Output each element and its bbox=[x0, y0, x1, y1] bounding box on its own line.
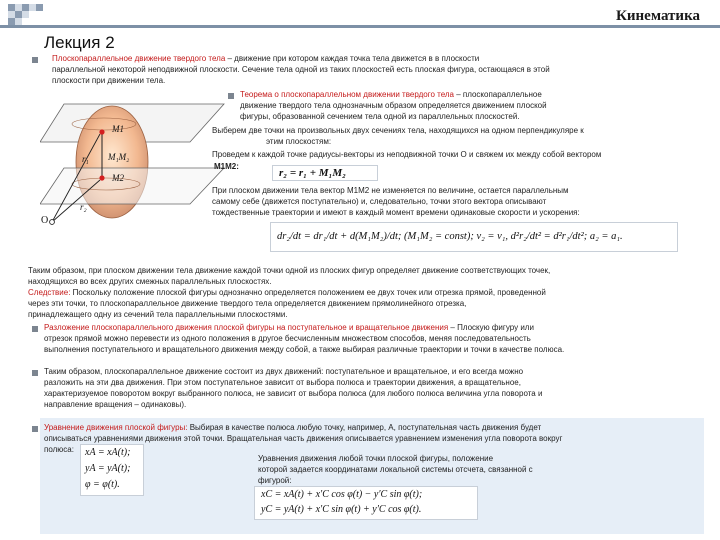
block4-line1: Таким образом, плоскопараллельное движение состоит из двух движений: поступательное и вращательное, и его всегда можно bbox=[44, 367, 524, 376]
block4-line3: характеризуемое поворотом вокруг выбранного полюса, не зависит от выбора полюса (для любого полюса величина угла поворота и bbox=[44, 389, 543, 398]
header-square bbox=[36, 4, 43, 11]
header-square bbox=[8, 4, 15, 11]
block4-line4: направление вращения – одинаковы). bbox=[44, 400, 187, 409]
header-square bbox=[15, 18, 22, 25]
theorem-p3: тождественные траектории и имеют в каждый момент времени одинаковые скорости и ускорения: bbox=[212, 208, 580, 217]
derivative-formula: dr₂/dt = dr₁/dt + d(M₁M₂)/dt; (M₁M₂ = const); v₂ = v₁, d²r₂/dt² = d²r₁/dt²; a₂ = a₁. bbox=[270, 222, 678, 252]
block5-right3: фигурой: bbox=[258, 476, 292, 485]
label-m1: M1 bbox=[112, 124, 124, 134]
header-square bbox=[15, 11, 22, 18]
kinematics-figure bbox=[40, 92, 230, 232]
block3-line3: выполнения поступательного и вращательного движения между собой, а также выбирая различные траектории и точки в качестве полюса. bbox=[44, 345, 565, 354]
theorem-line5: этим плоскостям: bbox=[266, 137, 332, 146]
theorem-line1: Теорема о плоскопараллельном движении твердого тела – плоскопараллельное bbox=[240, 90, 542, 99]
theorem-line6: Проведем к каждой точке радиусы-векторы из неподвижной точки O и свяжем их между собой вектором bbox=[212, 150, 602, 159]
title-divider bbox=[0, 25, 720, 28]
block3-line2: отрезок прямой можно перевести из одного положения в другое бесчисленным множеством способов, меняя последовательность bbox=[44, 334, 531, 343]
block5-line2: описываться уравнениями движения этой точки. Вращательная часть движения описывается уравнением изменения угла поворота вокруг bbox=[44, 434, 563, 443]
header-square bbox=[8, 11, 15, 18]
term-equation: Уравнение движения плоской фигуры: bbox=[44, 423, 188, 432]
point-o bbox=[50, 220, 55, 225]
theorem-line4: Выберем две точки на произвольных двух сечениях тела, находящихся на одном перпендикуляре к bbox=[212, 126, 584, 135]
theorem-p1: При плоском движении тела вектор M1M2 не изменяется по величине, остается параллельным bbox=[212, 186, 569, 195]
lower-plane bbox=[40, 168, 224, 204]
bullet-icon bbox=[228, 93, 234, 99]
header-square bbox=[15, 4, 22, 11]
block1-line1: Плоскопараллельное движение твердого тела – движение при котором каждая точка тела движется в в плоскости bbox=[52, 54, 480, 63]
block2-line2: находящихся во всех других смежных параллельных плоскостях. bbox=[28, 277, 272, 286]
block5-right2: которой задается координатами локальной системы отсчета, связанной с bbox=[258, 465, 533, 474]
term-planeparallel: Плоскопараллельное движение твердого тела bbox=[52, 54, 226, 63]
label-r2: r₂ bbox=[80, 202, 87, 212]
theorem-title: Теорема о плоскопараллельном движении твердого тела bbox=[240, 90, 454, 99]
theorem-p2: самому себе (движется поступательно) и, следовательно, точки этого вектора описывают bbox=[212, 197, 547, 206]
formula-r2: r₂ = r₁ + M₁M₂ bbox=[272, 165, 378, 181]
block5-right1: Уравнения движения любой точки плоской фигуры, положение bbox=[258, 454, 494, 463]
lecture-title: Лекция 2 bbox=[44, 33, 115, 52]
block2-line1: Таким образом, при плоском движении тела движение каждой точки одной из плоских фигур определяет движение соответствующих точек, bbox=[28, 266, 551, 275]
point-m1 bbox=[99, 129, 104, 134]
bullet-icon bbox=[32, 57, 38, 63]
block5-line1: Уравнение движения плоской фигуры: Выбирая в качестве полюса любую точку, например, A, поступательная часть движения будет bbox=[44, 423, 542, 432]
block3-line1: Разложение плоскопараллельного движения плоской фигуры на поступательное и вращательное движения – Плоскую фигуру или bbox=[44, 323, 534, 332]
header-square bbox=[29, 4, 36, 11]
header-square bbox=[8, 18, 15, 25]
theorem-line3: фигуры, образованной сечением тела одной из параллельных плоскостей. bbox=[240, 112, 520, 121]
block1-line2: параллельной некоторой неподвижной плоскости. Сечение тела одной из таких плоскостей есть плоская фигура, остающаяся в этой bbox=[52, 65, 550, 74]
subject-title: Кинематика bbox=[616, 8, 700, 24]
label-m1m2: M₁M₂ bbox=[108, 152, 130, 162]
bullet-icon bbox=[32, 370, 38, 376]
term-decomposition: Разложение плоскопараллельного движения плоской фигуры на поступательное и вращательное движения bbox=[44, 323, 449, 332]
pole-equations: xA = xA(t); yA = yA(t); φ = φ(t). bbox=[80, 444, 144, 496]
header-square bbox=[22, 11, 29, 18]
theorem-line7: M1M2: bbox=[214, 162, 239, 171]
bullet-icon bbox=[32, 426, 38, 432]
block2-line5: принадлежащего одну из сечений тела параллельными плоскостями. bbox=[28, 310, 288, 319]
block4-line2: разложить на эти два движения. При этом поступательное зависит от выбора полюса и траектории движения, а вращательное, bbox=[44, 378, 521, 387]
block1-line3: плоскости при движении тела. bbox=[52, 76, 166, 85]
header-square bbox=[22, 4, 29, 11]
label-o: O bbox=[41, 215, 49, 226]
block5-line3: полюса: bbox=[44, 445, 74, 454]
label-r1: r₁ bbox=[82, 154, 89, 164]
consequence-label: Следствие: bbox=[28, 288, 71, 297]
point-equations: xC = xA(t) + x′C cos φ(t) − y′C sin φ(t); yC = yA(t) + x′C sin φ(t) + y′C cos φ(t). bbox=[254, 486, 478, 520]
label-m2: M2 bbox=[112, 173, 124, 183]
point-m2 bbox=[99, 175, 104, 180]
bullet-icon bbox=[32, 326, 38, 332]
theorem-line2: движение твердого тела однозначным образом определяется движением плоской bbox=[240, 101, 547, 110]
block2-line3: Следствие: Поскольку положение плоской фигуры однозначно определяется положением ее двух точек или отрезка прямой, проведенной bbox=[28, 288, 546, 297]
block2-line4: через эти точки, то плоскопараллельное движение твердого тела определяется движением прямолинейного отрезка, bbox=[28, 299, 467, 308]
